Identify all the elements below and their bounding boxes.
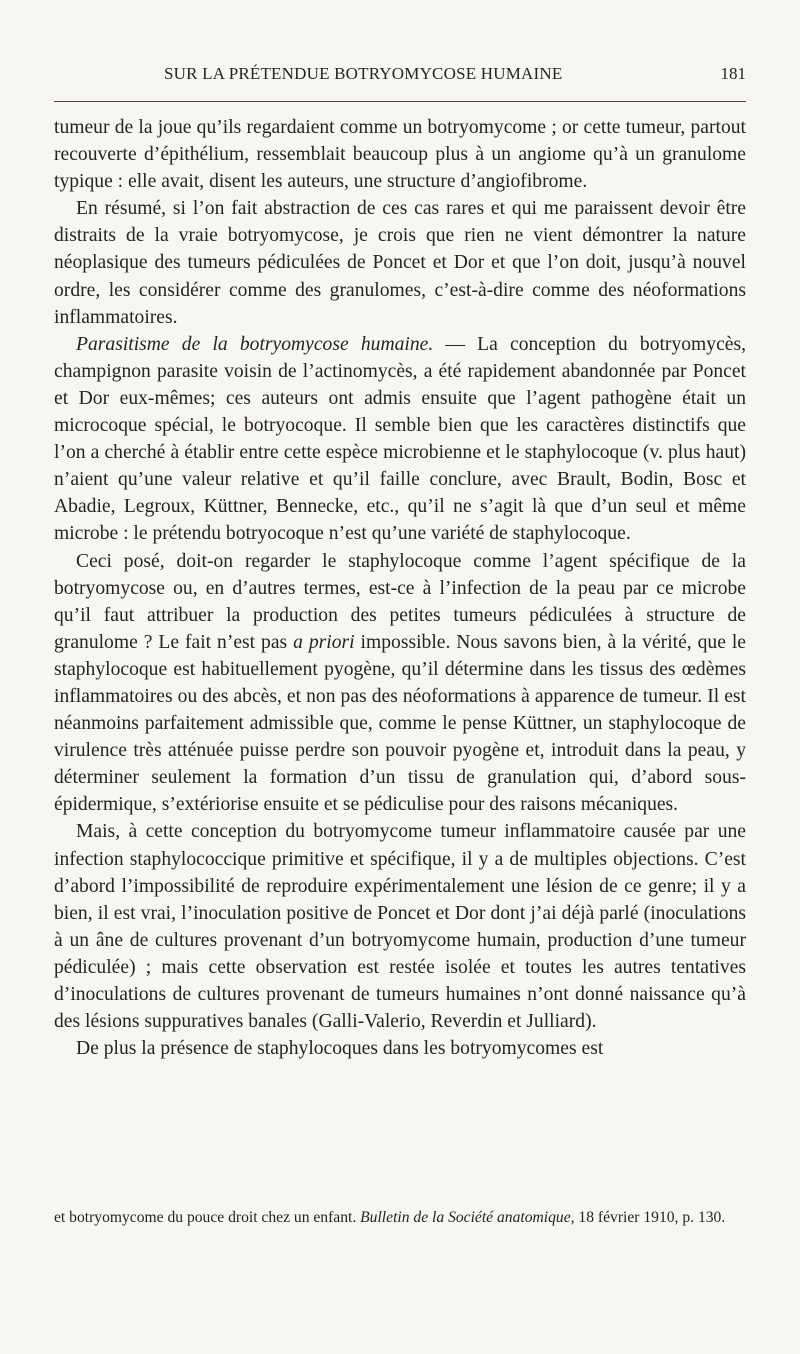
paragraph-1-text: tumeur de la joue qu’ils regardaient comme un botryomycome ; or cette tumeur, partout recouverte d’épithélium, ressemblait beaucoup plus à un angiome qu’à un granulome typique : elle avait, disent les auteurs, une structure d’angiofibrome. (54, 117, 746, 193)
paragraph-3-text: — La conception du botryomycès, champignon parasite voisin de l’actinomycès, a été rapidement abandonnée par Poncet et Dor eux-mêmes; ces auteurs ont admis ensuite que l’agent pathogène était un microcoque spécial, le botryocoque. Il semble bien que les caractères distinctifs que l’on a cherché à établir entre cette espèce microbienne et le staphylocoque (v. plus haut) n’aient qu’une valeur relative et qu’il faille conclure, avec Brault, Bodin, Bosc et Abadie, Legroux, Küttner, Bennecke, etc., qu’il ne s’agit là que d’un seul et même microbe : le prétendu botryocoque n’est qu’une variété de staphylocoque. (54, 333, 747, 545)
footnote (54, 1208, 746, 1228)
paragraph-2 (54, 195, 746, 330)
paragraph-3 (54, 331, 746, 548)
paragraph-4 (54, 548, 746, 819)
page-number: 181 (720, 64, 746, 83)
page-header (54, 62, 746, 88)
running-head: SUR LA PRÉTENDUE BOTRYOMYCOSE HUMAINE (164, 64, 563, 83)
footnote-journal: Bulletin de la Société anatomique, (360, 1209, 575, 1226)
paragraph-6-text: De plus la présence de staphylocoques dans les botryomycomes est (76, 1038, 604, 1060)
paragraph-4-text-before: Ceci posé, doit-on regarder le staphylocoque comme l’agent spécifique de la botryomycose ou, en d’autres termes, est-ce à l’infection de la peau par ce microbe qu’il faut attribuer la production des petites tumeurs pédiculées à structure de granulome ? Le fait n’est pas (54, 550, 746, 653)
paragraph-4-italic: a priori (293, 631, 355, 653)
footnote-text-after: 18 février 1910, p. 130. (574, 1209, 726, 1226)
paragraph-6 (54, 1035, 746, 1062)
paragraph-4-text-after: impossible. Nous savons bien, à la vérité, que le staphylocoque est habituellement pyogène, qu’il détermine dans les tissus des œdèmes inflammatoires ou des abcès, et non pas des néoformations à apparence de tumeur. Il est néanmoins parfaitement admissible que, comme le pense Küttner, un staphylocoque de virulence très atténuée puisse perdre son pouvoir pyogène et, introduit dans la peau, y déterminer seulement la formation d’un tissu de granulation qui, d’abord sous-épidermique, s’extériorise ensuite et se pédiculise pour des raisons mécaniques. (54, 631, 746, 816)
paragraph-1 (54, 114, 746, 195)
section-heading-parasitisme: Parasitisme de la botryomycose humaine. (76, 333, 434, 355)
paragraph-5 (54, 818, 746, 1035)
paragraph-2-text: En résumé, si l’on fait abstraction de ces cas rares et qui me paraissent devoir être distraits de la vraie botryomycose, je crois que rien ne vient démontrer la nature néoplasique des tumeurs pédiculées de Poncet et Dor et que l’on doit, jusqu’à nouvel ordre, les considérer comme des granulomes, c’est-à-dire comme des néoformations inflammatoires. (54, 198, 746, 328)
footnote-text-before: et botryomycome du pouce droit chez un enfant. (54, 1209, 361, 1226)
header-rule (54, 101, 746, 102)
footnote-text (54, 1208, 746, 1228)
body-text (54, 114, 746, 1062)
paragraph-5-text: Mais, à cette conception du botryomycome tumeur inflammatoire causée par une infection staphylococcique primitive et spécifique, il y a de multiples objections. C’est d’abord l’impossibilité de reproduire expérimentalement une lésion de ce genre; il y a bien, il est vrai, l’inoculation positive de Poncet et Dor dont j’ai déjà parlé (inoculations à un âne de cultures provenant d’un botryomycome humain, production d’une tumeur pédiculée) ; mais cette observation est restée isolée et toutes les autres tentatives d’inoculations de cultures provenant de tumeurs humaines n’ont donné naissance qu’à des lésions suppuratives banales (Galli-Valerio, Reverdin et Julliard). (54, 821, 746, 1033)
